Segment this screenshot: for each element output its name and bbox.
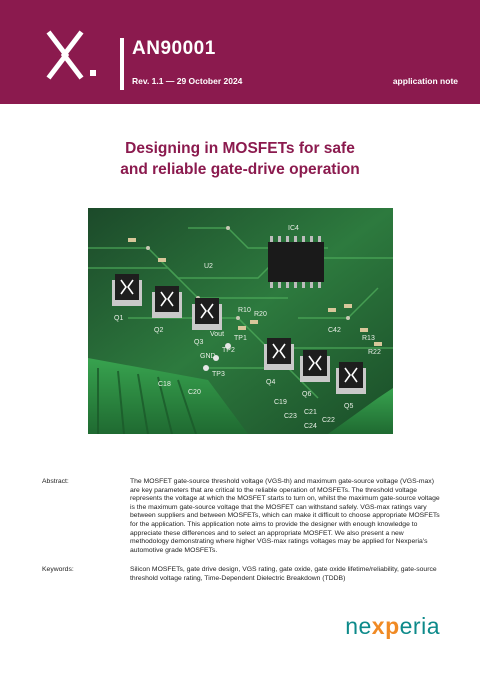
board-label-c23: C23 [284, 413, 297, 420]
header-divider [120, 38, 124, 90]
chip-label-q4: Q4 [266, 379, 276, 386]
keywords-label: Keywords: [42, 566, 74, 573]
keywords-text: Silicon MOSFETs, gate drive design, VGS rating, gate oxide, gate oxide lifetime/reliability, gate-source threshold voltage rating, Time-Dependent Dielectric Breakdown (TDDB) [130, 566, 437, 582]
chip-label-q3: Q3 [194, 339, 204, 346]
board-label-c19: C19 [274, 399, 287, 406]
title-line-1: Designing in MOSFETs for safe [125, 140, 355, 157]
revision-date: Rev. 1.1 — 29 October 2024 [132, 76, 243, 86]
wordmark-part-2: xp [371, 613, 400, 639]
wordmark-part-3: eria [399, 613, 440, 639]
document-type: application note [392, 76, 458, 86]
title-line-2: and reliable gate-drive operation [120, 161, 360, 178]
nexperia-x-logo-icon [46, 30, 102, 80]
wordmark-part-1: ne [345, 613, 372, 639]
board-label-u2: U2 [204, 263, 213, 270]
board-label-r10: R10 [238, 307, 251, 314]
board-label-r13: R13 [362, 335, 375, 342]
nexperia-wordmark [345, 613, 440, 640]
chip-label-q1: Q1 [114, 315, 124, 322]
board-label-ic4: IC4 [288, 225, 299, 232]
abstract-label: Abstract: [42, 478, 69, 485]
header-band [0, 0, 480, 104]
chip-label-q6: Q6 [302, 391, 312, 398]
board-label-c18: C18 [158, 381, 171, 388]
pcb-photo-icon [88, 208, 393, 434]
abstract-text: The MOSFET gate-source threshold voltage (VGS-th) and maximum gate-source voltage (VGS-max) are key parameters that are critical to the reliable operation of MOSFETs. The threshold voltage represents the voltage at which the MOSFET starts to turn on, whilst the maximum gate-source voltage is the maximum gate-source voltage that the MOSFET can withstand safely. VGS-max ratings vary between suppliers and between MOSFETs, which can make it difficult to choose appropriate MOSFETs for the application. This application note aims to provide the designer with enough knowledge to appreciate these differences and to select an appropriate MOSFET. We also present a new methodology demonstrating where higher VGS-max ratings voltages may be applied for Nexperia's automotive grade MOSFETs. [130, 478, 440, 554]
board-label-gnd: GND [200, 353, 216, 360]
board-label-c22: C22 [322, 417, 335, 424]
document-id: AN90001 [132, 38, 216, 59]
board-label-tp2: TP2 [222, 347, 235, 354]
board-label-tp1: TP1 [234, 335, 247, 342]
board-label-tp3: TP3 [212, 371, 225, 378]
board-label-r22: R22 [368, 349, 381, 356]
page-title [0, 138, 480, 180]
pcb-photo [88, 208, 393, 434]
board-label-c42: C42 [328, 327, 341, 334]
board-label-vout: Vout [210, 331, 225, 338]
board-label-r20: R20 [254, 311, 267, 318]
board-label-c20: C20 [188, 389, 201, 396]
chip-label-q2: Q2 [154, 327, 164, 334]
chip-label-q5: Q5 [344, 403, 354, 410]
board-label-c21: C21 [304, 409, 317, 416]
board-label-c24: C24 [304, 423, 317, 430]
